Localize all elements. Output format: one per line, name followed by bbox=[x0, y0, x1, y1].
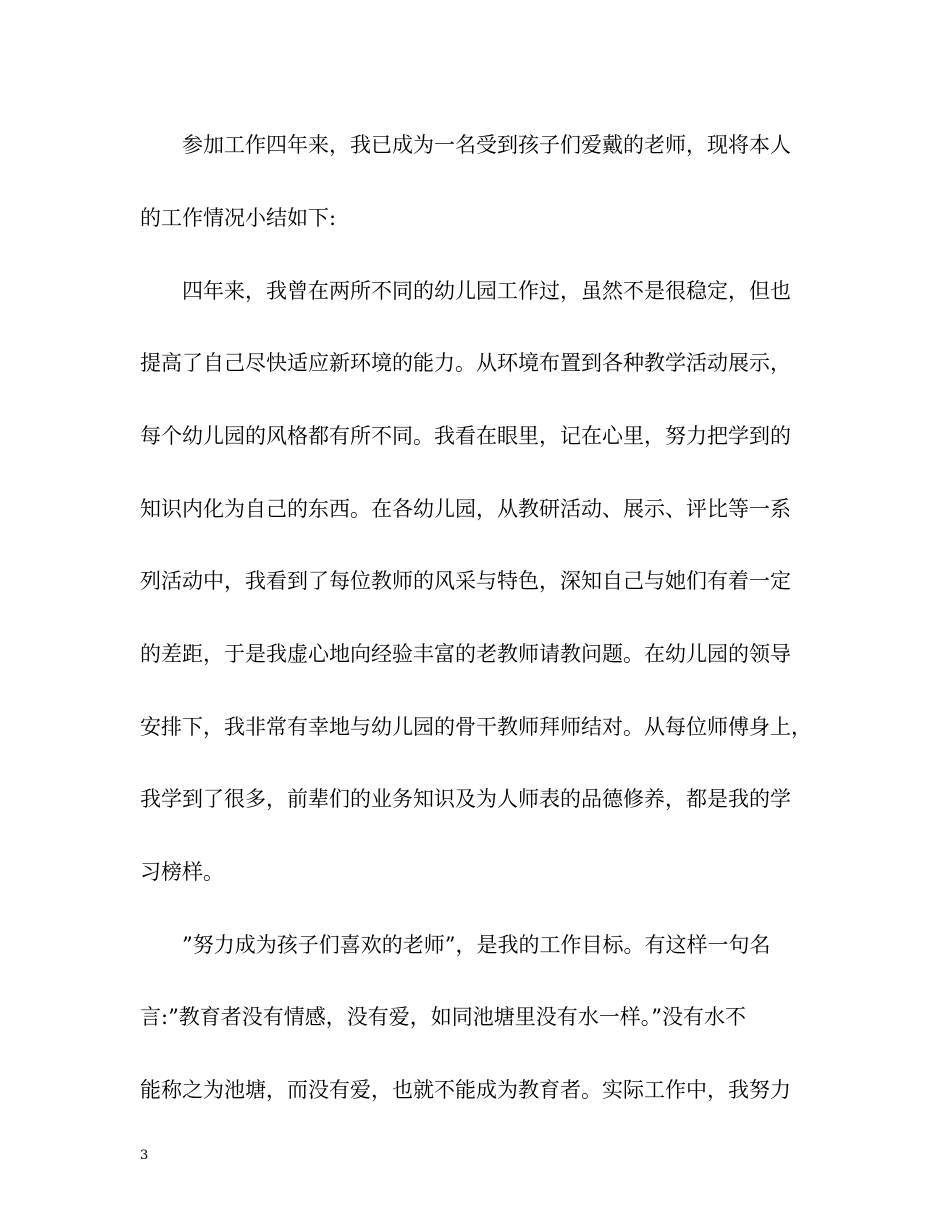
paragraph-2-line-7: 安排下，我非常有幸地与幼儿园的骨干教师拜师结对。从每位师傅身上， bbox=[140, 715, 812, 739]
paragraph-2-line-8: 我学到了很多，前辈们的业务知识及为人师表的品德修养，都是我的学 bbox=[140, 787, 791, 811]
paragraph-1-line-2: 的工作情况小结如下: bbox=[140, 206, 337, 230]
paragraph-1-line-1: 参加工作四年来，我已成为一名受到孩子们爱戴的老师，现将本人 bbox=[182, 133, 791, 157]
paragraph-2-line-6: 的差距，于是我虚心地向经验丰富的老教师请教问题。在幼儿园的领导 bbox=[140, 642, 791, 666]
paragraph-2-line-2: 提高了自己尽快适应新环境的能力。从环境布置到各种教学活动展示， bbox=[140, 351, 791, 375]
page-number: 3 bbox=[140, 1148, 149, 1163]
paragraph-2-line-4: 知识内化为自己的东西。在各幼儿园，从教研活动、展示、评比等一系 bbox=[140, 497, 791, 521]
paragraph-2-line-3: 每个幼儿园的风格都有所不同。我看在眼里，记在心里，努力把学到的 bbox=[140, 424, 791, 448]
paragraph-2-line-1: 四年来，我曾在两所不同的幼儿园工作过，虽然不是很稳定，但也 bbox=[182, 279, 791, 303]
paragraph-2-line-9: 习榜样。 bbox=[140, 860, 224, 884]
paragraph-3-line-2: 言:”教育者没有情感，没有爱，如同池塘里没有水一样。”没有水不 bbox=[140, 1005, 747, 1029]
paragraph-3-line-3: 能称之为池塘，而没有爱，也就不能成为教育者。实际工作中，我努力 bbox=[140, 1078, 791, 1102]
paragraph-2-line-5: 列活动中，我看到了每位教师的风采与特色，深知自己与她们有着一定 bbox=[140, 569, 791, 593]
paragraph-3-line-1: ”努力成为孩子们喜欢的老师”，是我的工作目标。有这样一句名 bbox=[182, 933, 771, 957]
